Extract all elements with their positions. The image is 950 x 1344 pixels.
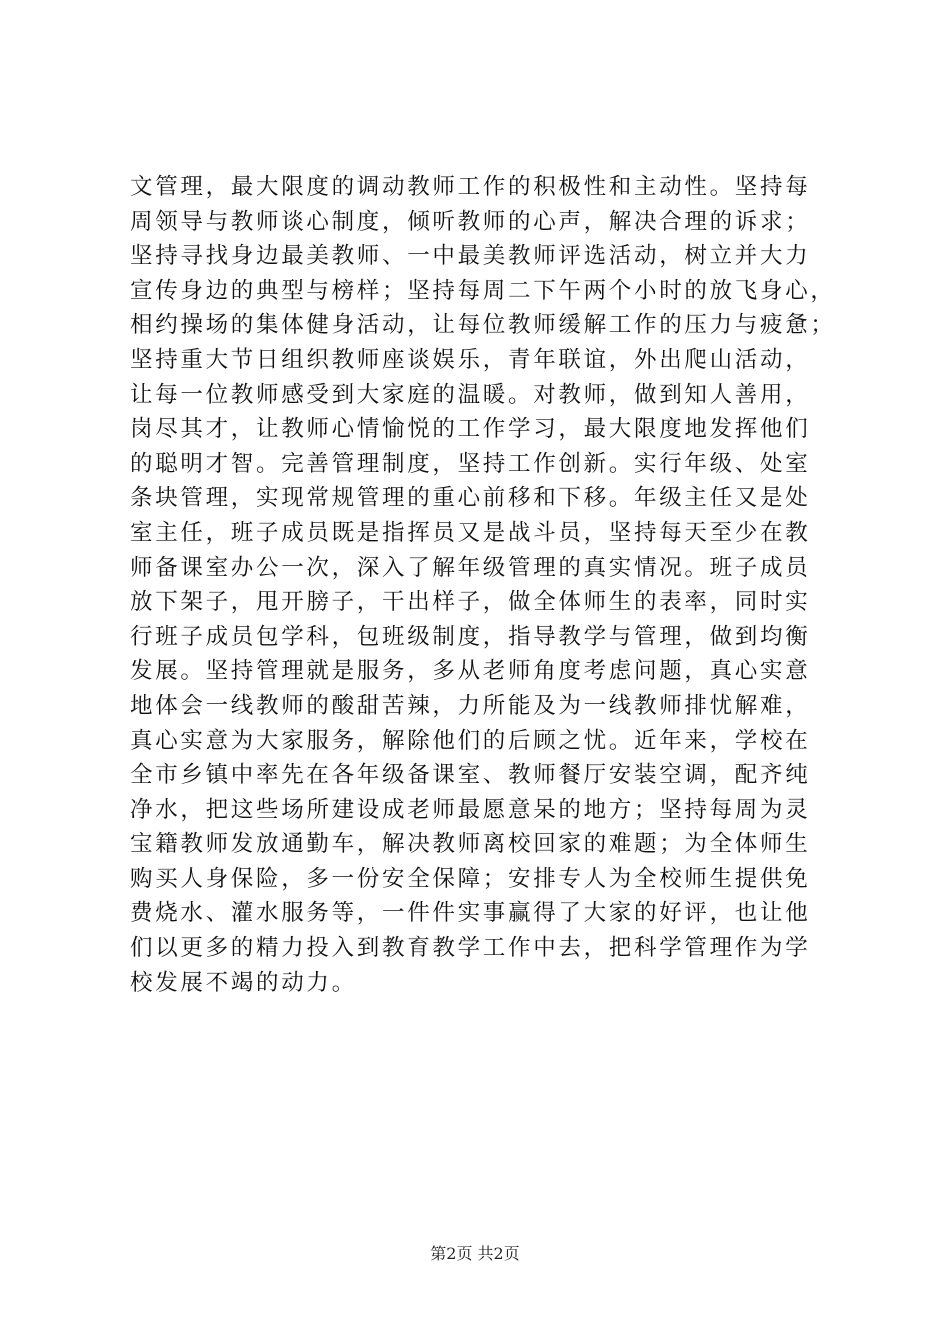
text-line: 地体会一线教师的酸甜苦辣，力所能及为一线教师排忧解难， xyxy=(130,692,811,719)
text-line: 放下架子，甩开膀子，干出样子，做全体师生的表率，同时实 xyxy=(130,589,811,616)
text-line: 条块管理，实现常规管理的重心前移和下移。年级主任又是处 xyxy=(130,485,811,512)
text-line: 全市乡镇中率先在各年级备课室、教师餐厅安装空调，配齐纯 xyxy=(130,762,811,789)
text-line: 岗尽其才，让教师心情愉悦的工作学习，最大限度地发挥他们 xyxy=(130,416,811,443)
text-line: 相约操场的集体健身活动，让每位教师缓解工作的压力与疲惫； xyxy=(130,312,836,339)
text-line: 发展。坚持管理就是服务，多从老师角度考虑问题，真心实意 xyxy=(130,658,811,685)
page-number-footer: 第2页 共2页 xyxy=(430,1244,520,1263)
text-line: 购买人身保险，多一份安全保障；安排专人为全校师生提供免 xyxy=(130,865,811,892)
text-line: 行班子成员包学科，包班级制度，指导教学与管理，做到均衡 xyxy=(130,623,811,650)
text-line: 让每一位教师感受到大家庭的温暖。对教师，做到知人善用， xyxy=(130,381,811,408)
text-line: 费烧水、灌水服务等，一件件实事赢得了大家的好评，也让他 xyxy=(130,900,811,927)
text-line: 校发展不竭的动力。 xyxy=(130,969,357,996)
text-line: 的聪明才智。完善管理制度，坚持工作创新。实行年级、处室 xyxy=(130,450,811,477)
text-line: 净水，把这些场所建设成老师最愿意呆的地方；坚持每周为灵 xyxy=(130,796,811,823)
text-line: 坚持重大节日组织教师座谈娱乐，青年联谊，外出爬山活动， xyxy=(130,346,811,373)
text-line: 室主任，班子成员既是指挥员又是战斗员，坚持每天至少在教 xyxy=(130,519,811,546)
text-line: 周领导与教师谈心制度，倾听教师的心声，解决合理的诉求； xyxy=(130,208,811,235)
text-line: 们以更多的精力投入到教育教学工作中去，把科学管理作为学 xyxy=(130,935,811,962)
text-line: 文管理，最大限度的调动教师工作的积极性和主动性。坚持每 xyxy=(130,174,811,200)
text-line: 坚持寻找身边最美教师、一中最美教师评选活动，树立并大力 xyxy=(130,243,811,270)
text-line: 真心实意为大家服务，解除他们的后顾之忧。近年来，学校在 xyxy=(130,727,811,754)
text-line: 宝籍教师发放通勤车，解决教师离校回家的难题；为全体师生 xyxy=(130,831,811,858)
body-paragraph xyxy=(130,170,836,1000)
text-line: 师备课室办公一次，深入了解年级管理的真实情况。班子成员 xyxy=(130,554,811,581)
text-line: 宣传身边的典型与榜样；坚持每周二下午两个小时的放飞身心， xyxy=(130,277,836,304)
